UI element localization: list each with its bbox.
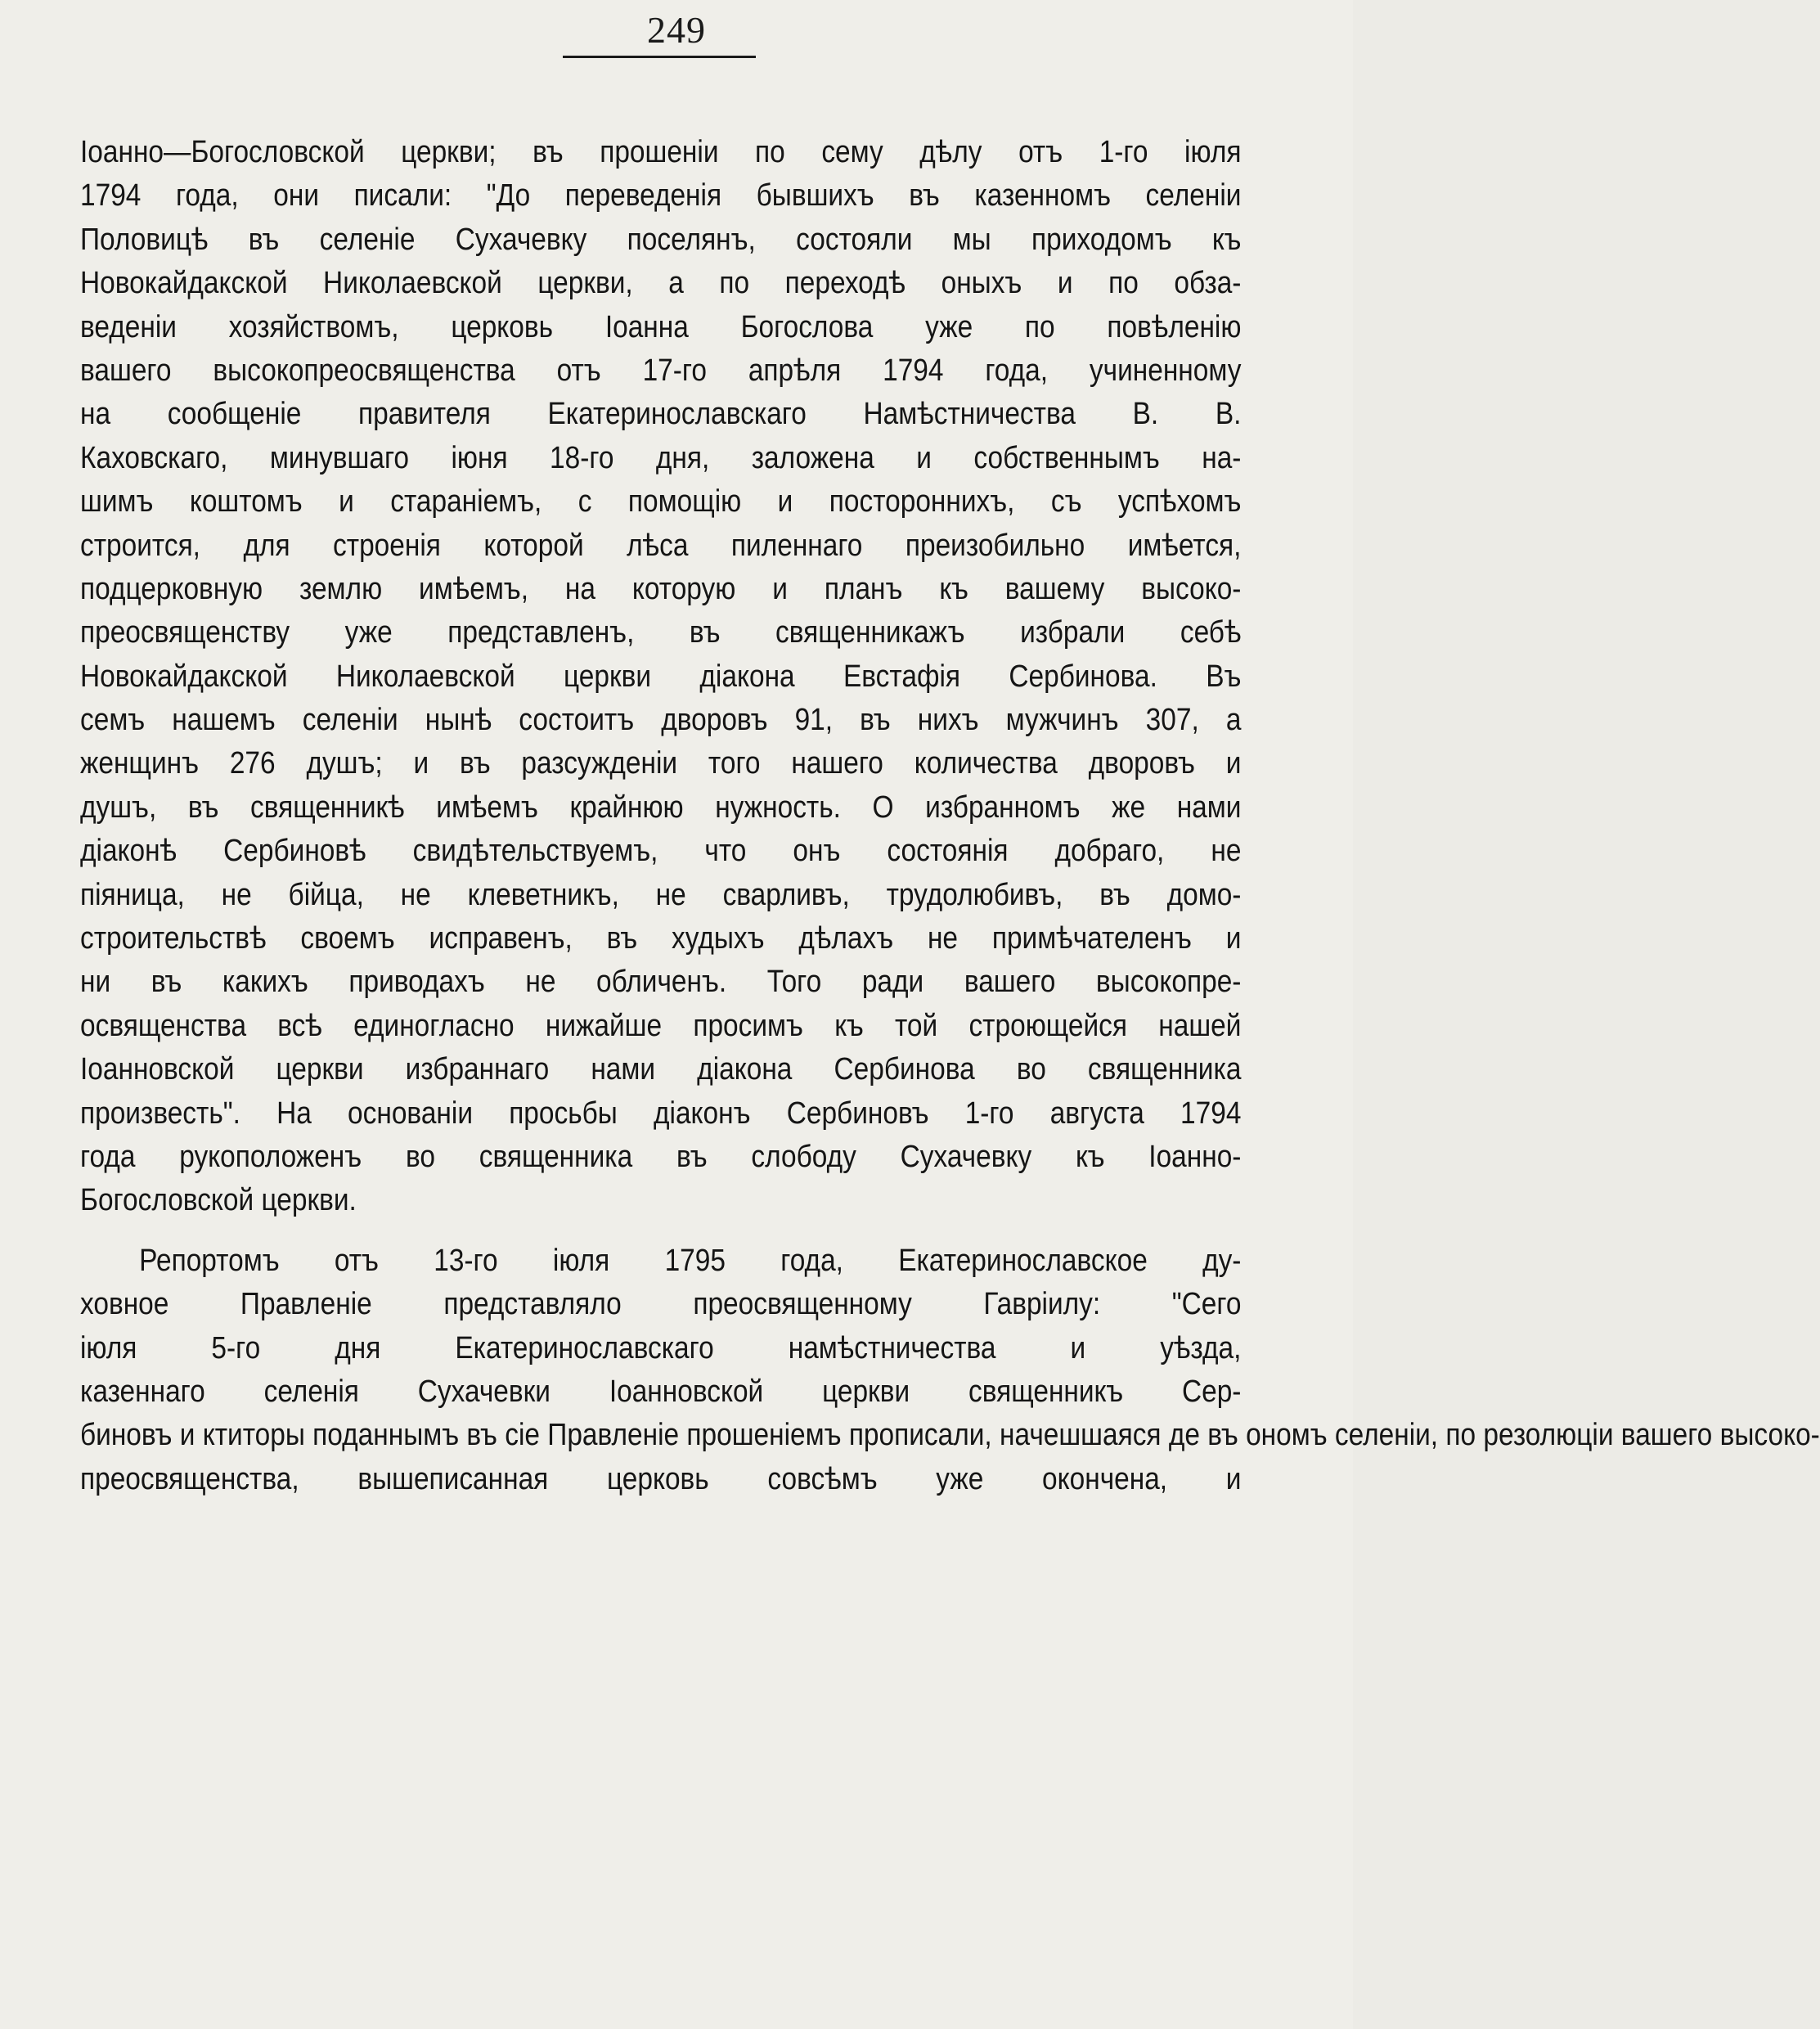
- text-line: вашего высокопреосвященства отъ 17-го апрѣля 1794 года, учиненному: [80, 353, 1242, 388]
- text-line: произвесть". На основаніи просьбы діаконъ Сербиновъ 1-го августа 1794: [80, 1095, 1242, 1131]
- text-line: на сообщеніе правителя Екатеринославскаго Намѣстничества В. В.: [80, 397, 1242, 432]
- paragraph-gap: [80, 1223, 1242, 1239]
- page-number: 249: [647, 9, 706, 51]
- text-line: казеннаго селенія Сухачевки Іоанновской церкви священникъ Сер-: [80, 1374, 1242, 1409]
- text-line: Новокайдакской Николаевской церкви, а по переходѣ оныхъ и по обза-: [80, 266, 1242, 301]
- text-line: Репортомъ отъ 13-го іюля 1795 года, Екатеринославское ду-: [139, 1243, 1242, 1278]
- text-line: освященства всѣ единогласно нижайше просимъ къ той строющейся нашей: [80, 1008, 1242, 1043]
- paragraph-2: [80, 1239, 1820, 1501]
- text-line: строительствѣ своемъ исправенъ, въ худыхъ дѣлахъ не примѣчателенъ и: [80, 921, 1242, 956]
- text-line: діаконѣ Сербиновѣ свидѣтельствуемъ, что онъ состоянія добраго, не: [80, 834, 1242, 869]
- text-line: ни въ какихъ приводахъ не обличенъ. Того ради вашего высокопре-: [80, 965, 1242, 1000]
- text-line: 1794 года, они писали: "До переведенія бывшихъ въ казенномъ селеніи: [80, 178, 1242, 214]
- text-line: биновъ и ктиторы поданнымъ въ сіе Правленіе прошеніемъ прописали, начешшаяся де въ ономъ селеніи, по резолюціи вашего высоко-: [80, 1418, 1820, 1453]
- text-line: строится, для строенія которой лѣса пиленнаго преизобильно имѣется,: [80, 528, 1242, 563]
- text-line: семъ нашемъ селеніи нынѣ состоитъ дворовъ 91, въ нихъ мужчинъ 307, а: [80, 703, 1242, 738]
- text-line: Каховскаго, минувшаго іюня 18-го дня, заложена и собственнымъ на-: [80, 440, 1242, 475]
- header-rule: [563, 56, 756, 58]
- text-line: іюля 5-го дня Екатеринославскаго намѣстничества и уѣзда,: [80, 1330, 1242, 1365]
- text-line: піяница, не бійца, не клеветникъ, не сварливъ, трудолюбивъ, въ домо-: [80, 877, 1242, 912]
- text-line: Новокайдакской Николаевской церкви діакона Евстафія Сербинова. Въ: [80, 659, 1242, 694]
- text-line: ховное Правленіе представляло преосвященному Гавріилу: "Сего: [80, 1287, 1242, 1322]
- page-header: [0, 7, 1353, 54]
- text-line: Іоанно—Богословской церкви; въ прошеніи по сему дѣлу отъ 1-го іюля: [80, 135, 1242, 169]
- body-text: [80, 131, 1820, 1501]
- text-line: Іоанновской церкви избраннаго нами діакона Сербинова во священника: [80, 1052, 1242, 1087]
- text-line: женщинъ 276 душъ; и въ разсужденіи того нашего количества дворовъ и: [80, 746, 1242, 781]
- paragraph-1: [80, 131, 1242, 1223]
- text-line: года рукоположенъ во священника въ слободу Сухачевку къ Іоанно-: [80, 1139, 1242, 1174]
- text-line: Богословской церкви.: [80, 1183, 357, 1218]
- text-line: душъ, въ священникѣ имѣемъ крайнюю нужность. О избранномъ же нами: [80, 790, 1242, 825]
- text-line: шимъ коштомъ и стараніемъ, с помощію и постороннихъ, съ успѣхомъ: [80, 484, 1242, 520]
- text-line: подцерковную землю имѣемъ, на которую и планъ къ вашему высоко-: [80, 571, 1242, 606]
- text-line: веденіи хозяйствомъ, церковь Іоанна Богослова уже по повѣленію: [80, 309, 1242, 344]
- text-line: преосвященства, вышеписанная церковь совсѣмъ уже окончена, и: [80, 1461, 1242, 1496]
- text-line: преосвященству уже представленъ, въ священникажъ избрали себѣ: [80, 615, 1242, 650]
- text-line: Половицѣ въ селеніе Сухачевку поселянъ, состояли мы приходомъ къ: [80, 222, 1242, 257]
